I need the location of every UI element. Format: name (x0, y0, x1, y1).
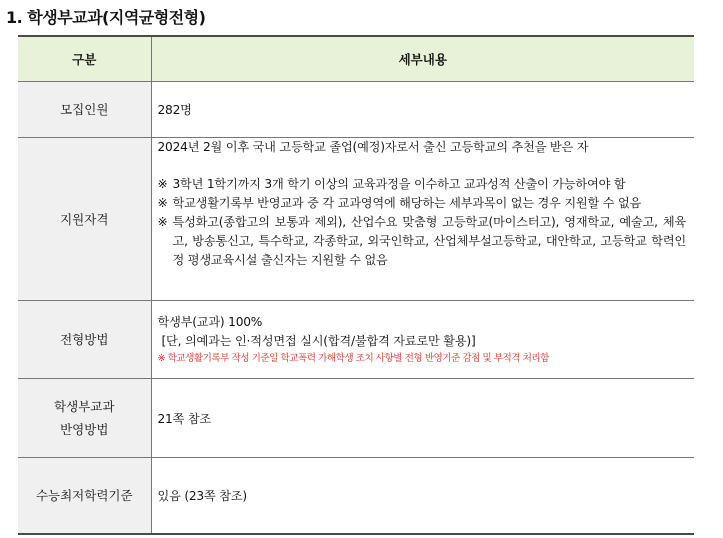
label-method: 전형방법 (18, 301, 151, 379)
label-reflection-line-1: 학생부교과 (54, 399, 115, 414)
value-csat-cell (151, 458, 694, 534)
eligibility-note-2 (158, 194, 687, 213)
header-details: 세부내용 (151, 36, 694, 82)
header-category: 구분 (18, 36, 151, 82)
value-eligibility-cell (151, 138, 694, 301)
method-line-2: [단, 의예과는 인·적성면접 실시(합격/불합격 자료로만 활용)] (161, 333, 476, 348)
note-mark: ※ (157, 177, 168, 191)
value-csat: 있음 (23쪽 참조) (157, 488, 247, 503)
eligibility-note-3 (158, 213, 687, 270)
value-reflection: 21쪽 참조 (157, 411, 212, 426)
section-title: 1. 학생부교과(지역균형전형) (6, 8, 206, 27)
row-reflection (18, 379, 694, 458)
label-reflection-line-2: 반영방법 (60, 422, 109, 437)
row-method (18, 301, 694, 379)
method-warning: ※ 학교생활기록부 작성 기준일 학교폭력 가해학생 조치 사항별 전형 반영기준 감점 및 부적격 처리함 (157, 352, 549, 364)
note-text: 3학년 1학기까지 3개 학기 이상의 교육과정을 이수하고 교과성적 산출이 가능하여야 함 (172, 177, 626, 191)
method-line-1: 학생부(교과) 100% (157, 314, 263, 329)
value-recruit: 282명 (157, 103, 192, 117)
label-recruit: 모집인원 (18, 82, 151, 138)
note-mark: ※ (157, 215, 168, 229)
table-header-row (18, 36, 694, 82)
eligibility-main: 2024년 2월 이후 국내 고등학교 졸업(예정)자로서 출신 고등학교의 추천을 받은 자 (157, 140, 589, 154)
admission-info-table (18, 35, 694, 535)
label-reflection (18, 379, 151, 458)
note-text: 특성화고(종합고의 보통과 제외), 산업수요 맞춤형 고등학교(마이스터고), 영재학교, 예술고, 체육고, 방송통신고, 특수학교, 각종학교, 외국인학교, 산업체부설고등학교, 대안학교, 고등학교 학력인정 평생교육시설 출신자는 지원할 수 없음 (172, 215, 686, 267)
note-text: 학교생활기록부 반영교과 중 각 교과영역에 해당하는 세부과목이 없는 경우 지원할 수 없음 (172, 196, 642, 210)
value-recruit-cell (151, 82, 694, 138)
label-csat: 수능최저학력기준 (18, 458, 151, 534)
value-method-cell (151, 301, 694, 379)
row-csat (18, 458, 694, 534)
note-mark: ※ (157, 196, 168, 210)
row-recruit (18, 82, 694, 138)
eligibility-note-1 (158, 175, 687, 194)
label-eligibility: 지원자격 (18, 138, 151, 301)
value-reflection-cell (151, 379, 694, 458)
row-eligibility (18, 138, 694, 301)
